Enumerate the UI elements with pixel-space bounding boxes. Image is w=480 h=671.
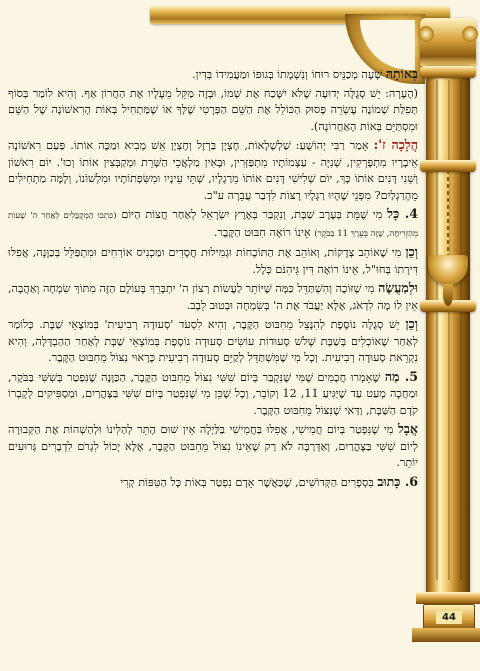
paragraph-lead-word: וְכֵן	[405, 244, 418, 259]
capital-scroll-left	[418, 26, 434, 42]
pillar-flute	[448, 80, 450, 580]
paragraph-text: מִי שֶׁנִּפְטַר בְּיוֹם חֲמִישִׁי, אֲפִלּוּ בַּחֲמִישִׁי בַּלַּיְלָה אֵין שׁוּם הֶתֵּר לְהַלִּינוֹ וּלְהַשְׁהוֹת אֶת הַקְּבוּרָה לְיוֹם שִׁשִּׁי בַּצָּהֳרַיִם, וְאַדְּרַבָּה לֹא רַק שֶׁאֵינוֹ נִצּוֹל מֵחִבּוּט הַקֶּבֶר, אֶלָּא יָכוֹל לִגְרֹם לִדְבָרִים גְּרוּעִים יוֹתֵר.	[8, 423, 418, 469]
paragraph-text: יֵשׁ סְגֻלָּה נוֹסֶפֶת לְהִנָּצֵל מֵחִבּוּט הַקֶּבֶר, וְהִיא לִסְעֹד 'סְעוּדָה רְבִיעִית' בְּמוֹצָאֵי שַׁבָּת. כְּלוֹמַר לְאַחַר שֶׁאוֹכְלִים בְּשַׁבָּת שָׁלֹשׁ סְעוּדוֹת עוֹשִׂים סְעוּדָה נוֹסֶפֶת בְּמוֹצָאֵי שַׁבָּת לְאַחַר הַהַבְדָּלָה, וְהִיא נִקְרֵאת סְעוּדָה רְבִיעִית. וְכָל מִי שֶׁמִּשְׁתַּדֵּל לְקַיֵּם סְעוּדָה רְבִיעִית כָּרָאוּי נִצּוֹל מֵחִבּוּט הַקֶּבֶר.	[8, 318, 418, 364]
pillar-base	[416, 592, 480, 604]
paragraph-lead-word: בְּאוֹתָהּ	[385, 66, 418, 81]
page-number: 44	[436, 611, 462, 624]
inline-note: (כִּתְבוּ הַמְקֻבָּלִים לְאַחַר ה' שָׁעוֹת מֵהַזְּרִיחָה, שֶׁזֶּה בְּעֵרֶךְ 11 בַּבֹּקֶר)	[8, 211, 418, 239]
paragraph-text: מִי שֶׁמֵּת בְּעֶרֶב שַׁבָּת, וְנִקְבַּר בְּאֶרֶץ יִשְׂרָאֵל לְאַחַר חֲצוֹת הַיּוֹם	[116, 208, 388, 221]
halacha-heading: הֲלָכָה ז':	[373, 137, 418, 152]
paragraph	[8, 421, 418, 472]
pillar-flute	[460, 80, 462, 580]
paragraph	[8, 316, 418, 367]
lamp-finial	[443, 284, 453, 306]
paragraph-lead-word: 6. כָּתוּב	[377, 473, 418, 489]
body-text	[8, 66, 418, 493]
pillar-plinth	[412, 628, 480, 642]
pillar-ring-top	[420, 66, 476, 78]
paragraph	[8, 280, 418, 314]
note-paragraph	[8, 86, 418, 136]
paragraph	[8, 244, 418, 278]
paragraph-lead-word: 5. מַה	[384, 368, 418, 384]
paragraph-lead-word: 4. כָּל	[387, 206, 419, 221]
paragraph	[8, 369, 418, 420]
paragraph-lead-word: וּלְמַעֲשֶׂה	[378, 280, 418, 295]
paragraph-text: מִי שֶׁזּוֹכֶה וְהִשְׁתַּדֵּל כַּמָּה שֶׁיּוֹתֵר לַעֲשׂוֹת רְצוֹן ה' יִתְבָּרֵךְ בָּעוֹלָם הַזֶּה מִתּוֹךְ שִׂמְחָה וְאַהֲבָה, אֵין לוֹ מָה לִדְאֹג, אֶלָּא יַעֲבֹד אֶת ה' בְּשִׂמְחָה וּבְטוּב לֵבָב.	[8, 282, 418, 312]
paragraph-lead-word: וְכֵן	[405, 316, 418, 331]
paragraph-text: שָׁעָה מְכַנֵּיס רוּחוֹ וְנִשְׁמָתוֹ בְּגוּפוֹ וּמַעֲמִידוֹ בְּדִין.	[192, 68, 386, 81]
paragraph	[8, 474, 418, 492]
paragraph-text: בִּסְפָרִים הַקְּדוֹשִׁים, שֶׁכַּאֲשֶׁר אָדָם נִפְטַר בְּאוֹת כָּל הַטִּפּוֹת קְרִי	[120, 475, 378, 489]
paragraph-halacha	[8, 137, 418, 204]
paragraph-text: מִי שֶׁאוֹהֵב צְדָקוֹת, וְאוֹהֵב אֶת הַתּוֹכָחוֹת וּגְמִילוּת חֲסָדִים וּמַכְנִיס אוֹרְחִים וּמִתְפַּלֵּל בְּכַוָּנָה, אֲפִלּוּ דִּירָתוֹ בְּחוּ"ל, אֵינוֹ רוֹאֶה דִּין גֵּיהִנֹּם כְּלָל.	[8, 246, 418, 276]
paragraph-text: אָמַר רַבִּי יְהוֹשֻׁעַ: שַׁלְשְׁלָאוֹת, חֶצְיָן בַּרְזֶל וְחֶצְיָן אֵשׁ מְבִיא וּמַכֶּה אוֹתוֹ. פַּעַם רִאשׁוֹנָה אֵיבָרָיו מִתְפָּרְקִין, שְׁנִיָּה - עַצְמוֹתָיו מִתְפַּזְּרִין, וּבָאִין מַלְאֲכֵי הַשָּׁרֵת וּמְקַבְּצִין אוֹתוֹ וְכוּ'. יוֹם רִאשׁוֹן וְשֵׁנִי דָּנִים אוֹתוֹ כָּךְ, יוֹם שְׁלִישִׁי דָּנִים אוֹתוֹ מֵרַגְלָיו, שְׁתֵּי עֵינָיו וּמִשִּׂפְתוֹתָיו וּמִלְשׁוֹנוֹ, וְלָמָּה מַתְחִילִים מֵהָרַגְלַיִם? מִפְּנֵי שֶׁהָיוּ רַגְלָיו רָצוֹת לִדְבַר עֲבֵרָה ע"כ.	[8, 139, 418, 202]
paragraph-text-tail: אֵינוֹ רוֹאֶה חִבּוּט הַקֶּבֶר.	[213, 225, 315, 239]
capital-scroll-right	[462, 26, 478, 42]
paragraph-lead-word: אֲבָל	[397, 421, 418, 436]
paragraph	[8, 66, 418, 84]
paragraph-text: שֶׁאָמְרוּ חֲכָמִים שֶׁמִּי שֶׁנִּקְבַּר בְּיוֹם שִׁשִּׁי נִצּוֹל מֵחִבּוּט הַקֶּבֶר, הַכַּוָּנָה שֶׁנִּפְטַר בְּשִׁשִּׁי בַּבֹּקֶר, וּמַחֲכָה מְעַט עַד שֶׁיַּגִּיעַ 11, 12 וְקוֹבֵר, וְכָל שֶׁכֵּן מִי שֶׁנִּפְטַר בְּיוֹם שִׁשִּׁי בַּצָּהֳרַיִם, וּמַסְפִּיקִים לְקָבְרוֹ קֹדֶם הַשַּׁבָּת, וַדַּאי שֶׁנִּצּוֹל מֵחִבּוּט הַקֶּבֶר.	[8, 370, 418, 417]
paragraph	[8, 206, 418, 242]
page-number-plate	[423, 604, 475, 630]
lamp-chain	[447, 170, 449, 256]
paragraph-text: (הֶעָרָה: יֵשׁ סְגֻלָּה יְדוּעָה שֶׁלֹּא יִשָּׁכַח אֶת שְׁמוֹ, וּבָזֶה מַקֵּל מֵעָלָיו אֶת הַחֲרוֹן אַף. וְהִיא לוֹמַר בְּסוֹף תְּפִלַּת שְׁמוֹנֶה עֶשְׂרֵה פָּסוּק הַכּוֹלֵל אֶת הַשֵּׁם הַפְּרָטִי שֶׁלְּךָ אוֹ שֶׁמַּתְחִיל בְּאוֹת הָרִאשׁוֹנָה שֶׁל הַשֵּׁם וּמִסְתַּיֵּם בְּאוֹת הָאַחֲרוֹנָה).	[8, 86, 418, 133]
pillar-flute	[436, 80, 438, 580]
